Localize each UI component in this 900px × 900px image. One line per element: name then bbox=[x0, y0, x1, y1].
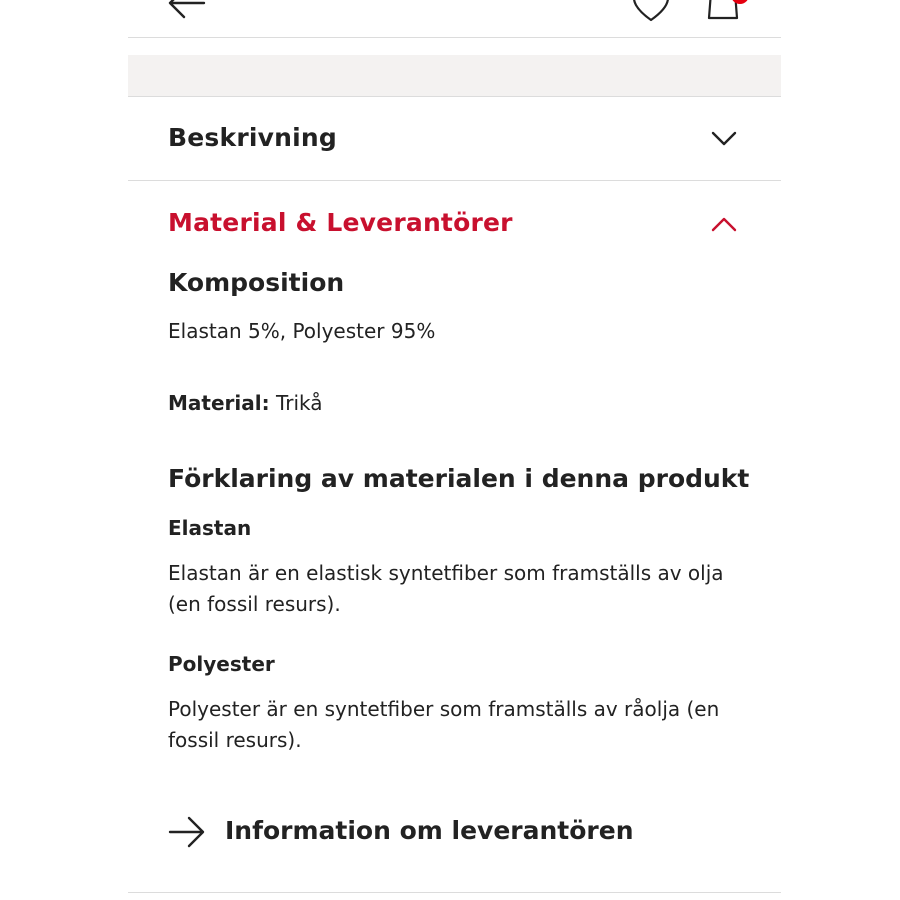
material-row bbox=[168, 388, 728, 419]
arrow-left-icon[interactable] bbox=[166, 0, 206, 20]
gray-divider-strip bbox=[128, 55, 781, 97]
material-label: Material: bbox=[168, 391, 270, 415]
chevron-up-icon[interactable] bbox=[710, 215, 738, 233]
supplier-info-link[interactable] bbox=[168, 813, 668, 853]
arrow-right-icon bbox=[168, 815, 206, 849]
material-value: Trikå bbox=[275, 391, 323, 415]
top-bar bbox=[128, 0, 781, 38]
product-details-panel bbox=[128, 0, 781, 900]
supplier-info-label: Information om leverantören bbox=[225, 816, 634, 845]
materials-explanation-heading: Förklaring av materialen i denna produkt bbox=[168, 464, 750, 493]
accordion-materials bbox=[128, 181, 781, 893]
heart-icon[interactable] bbox=[630, 0, 672, 22]
material-name-elastan: Elastan bbox=[168, 516, 252, 540]
accordion-materials-title[interactable]: Material & Leverantörer bbox=[168, 208, 513, 237]
material-name-polyester: Polyester bbox=[168, 652, 275, 676]
accordion-description-title: Beskrivning bbox=[168, 123, 337, 152]
composition-value: Elastan 5%, Polyester 95% bbox=[168, 319, 436, 343]
material-description-polyester: Polyester är en syntetfiber som framställs av råolja (en fossil resurs). bbox=[168, 697, 720, 752]
material-description-elastan: Elastan är en elastisk syntetfiber som framställs av olja (en fossil resurs). bbox=[168, 561, 724, 616]
accordion-description[interactable] bbox=[128, 97, 781, 181]
composition-heading: Komposition bbox=[168, 268, 345, 297]
chevron-down-icon bbox=[710, 130, 738, 148]
